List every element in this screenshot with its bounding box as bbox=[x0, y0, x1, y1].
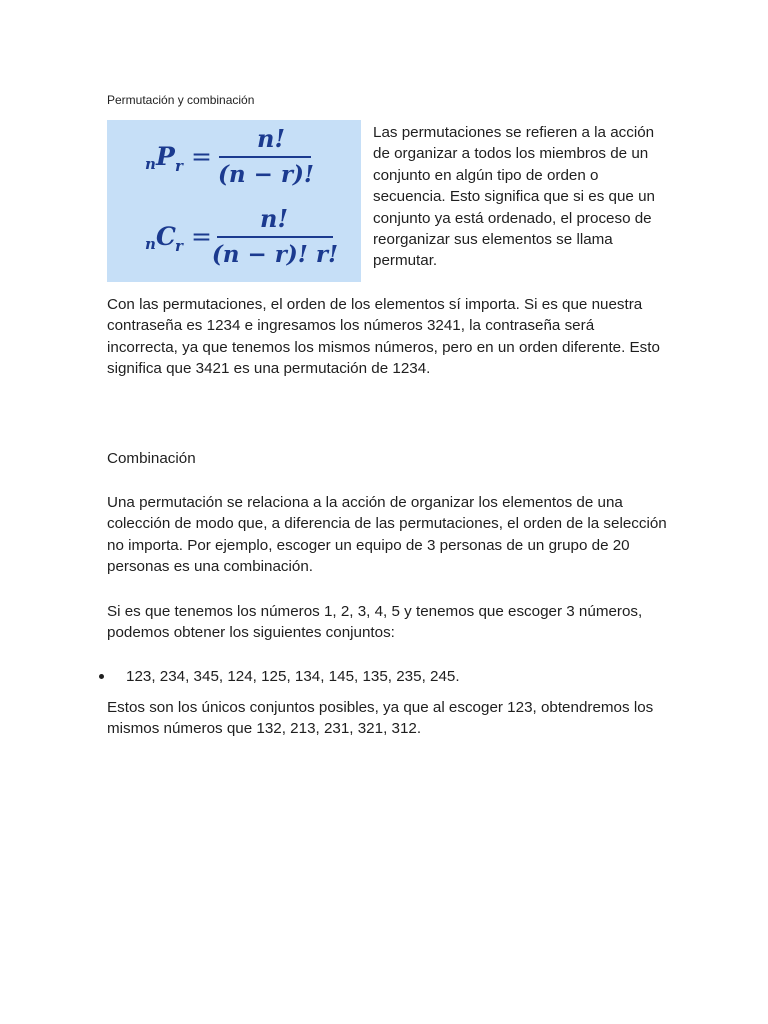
permutation-fraction-bar bbox=[219, 156, 311, 158]
permutation-pre-subscript: n bbox=[145, 155, 156, 173]
intro-paragraph: Las permutaciones se refieren a la acción de organizar a todos los miembros de un conjunto en algún tipo de orden o secuencia. Esto significa que si es que un conjunto ya está ordenado, el proceso de reorganizar sus elementos se llama permutar. bbox=[373, 124, 655, 270]
permutation-post-subscript: r bbox=[175, 157, 183, 175]
combination-pre-subscript: n bbox=[145, 235, 156, 253]
combination-paragraph: Una permutación se relaciona a la acción de organizar los elementos de una colección de modo que, a diferencia de las permutaciones, el orden de la selección no importa. Por ejemplo, escoger un equipo de 3 personas de un grupo de 20 personas es una combinación. bbox=[107, 494, 667, 576]
combination-denominator: (n − r)! r! bbox=[211, 241, 339, 268]
combination-symbol: C bbox=[156, 222, 176, 251]
list-item bbox=[107, 666, 667, 687]
list-item-text: 123, 234, 345, 124, 125, 134, 145, 135, 235, 245. bbox=[126, 668, 460, 685]
example-paragraph: Si es que tenemos los números 1, 2, 3, 4, 5 y tenemos que escoger 3 números, podemos obtener los siguientes conjuntos: bbox=[107, 603, 643, 642]
permutations-paragraph: Con las permutaciones, el orden de los elementos sí importa. Si es que nuestra contraseña es 1234 e ingresamos los números 3241, la contraseña será incorrecta, ya que tenemos los mismos números, pero en un orden diferente. Esto significa que 3421 es una permutación de 1234. bbox=[107, 296, 660, 378]
conclusion-paragraph: Estos son los únicos conjuntos posibles, ya que al escoger 123, obtendremos los mismos números que 132, 213, 231, 321, 312. bbox=[107, 699, 654, 738]
permutation-symbol: P bbox=[156, 142, 175, 171]
formula-image bbox=[107, 120, 361, 282]
combination-fraction-bar bbox=[217, 236, 333, 238]
permutation-equals: = bbox=[191, 142, 212, 171]
permutation-numerator: n! bbox=[257, 124, 285, 153]
bullet-icon bbox=[99, 674, 104, 679]
section-heading-combination: Combinación bbox=[107, 450, 196, 467]
combination-numerator: n! bbox=[260, 204, 288, 233]
combination-equals: = bbox=[191, 222, 212, 251]
page-title: Permutación y combinación bbox=[107, 93, 255, 107]
permutation-denominator: (n − r)! bbox=[218, 161, 314, 188]
permutation-formula bbox=[145, 124, 314, 188]
combination-post-subscript: r bbox=[175, 237, 183, 255]
combination-formula bbox=[145, 204, 338, 268]
bullet-list bbox=[107, 666, 667, 687]
